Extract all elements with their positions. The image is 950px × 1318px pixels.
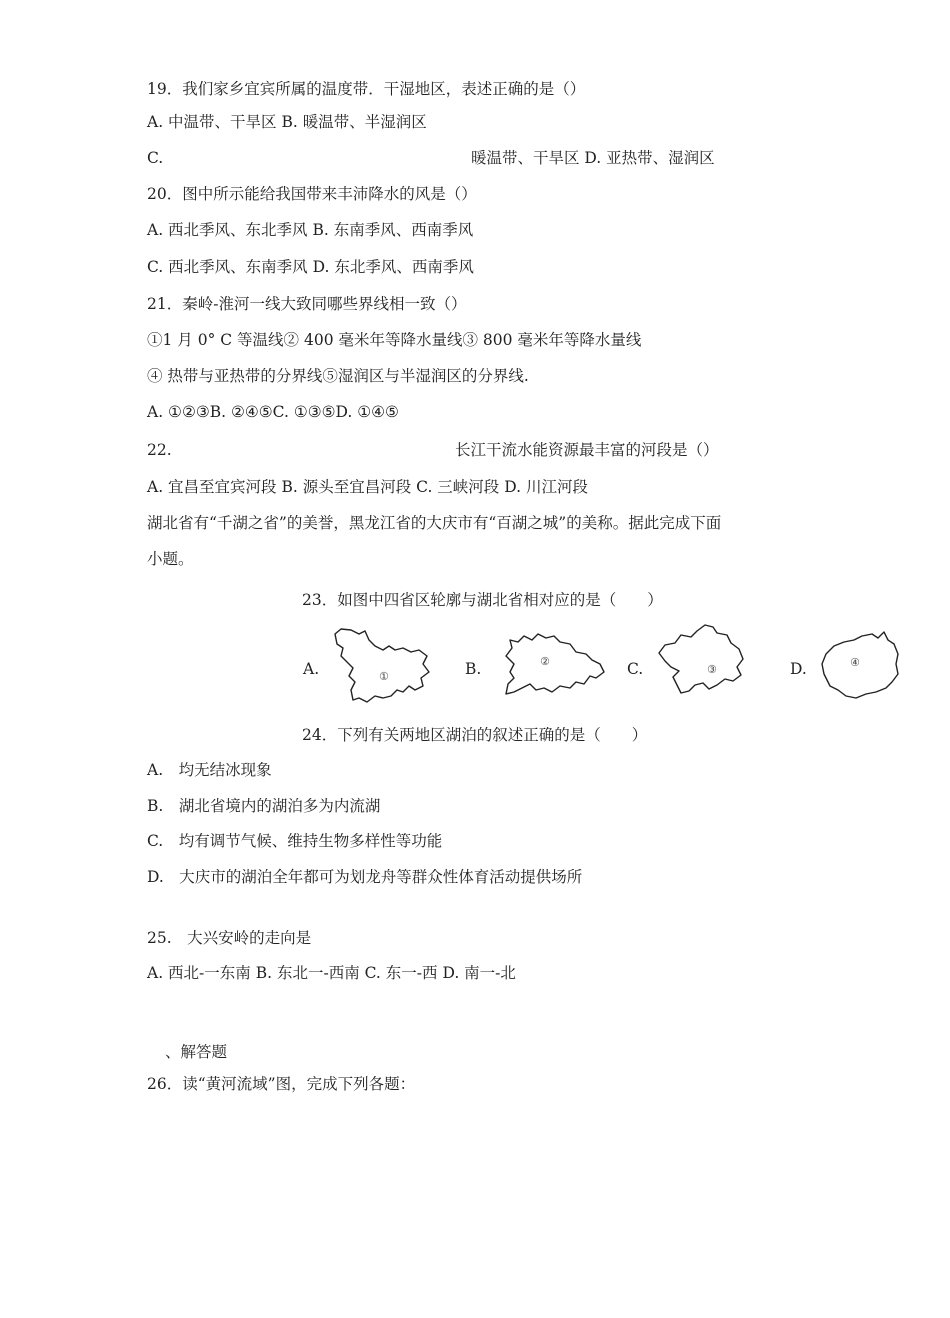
q20-stem: 20．图中所示能给我国带来丰沛降水的风是（）: [147, 185, 477, 203]
q23-mark-d: ④: [850, 656, 860, 669]
q23-option-d-label: D.: [790, 660, 807, 678]
q19-stem: 19．我们家乡宜宾所属的温度带．干湿地区，表述正确的是（）: [147, 80, 586, 98]
q21-item-line2: ④ 热带与亚热带的分界线⑤湿润区与半湿润区的分界线.: [147, 367, 529, 385]
q21-options: A. ①②③B. ②④⑤C. ①③⑤D. ①④⑤: [147, 403, 399, 421]
passage-line2: 小题。: [147, 550, 194, 568]
q23-stem: 23．如图中四省区轮廓与湖北省相对应的是（ ）: [302, 591, 663, 609]
q25-options: A. 西北-一东南 B. 东北一-西南 C. 东一-西 D. 南一-北: [147, 964, 516, 982]
q19-options-ab: A. 中温带、干旱区 B. 暖温带、半湿润区: [147, 113, 427, 131]
province-outline-b: [500, 630, 606, 698]
q22-number: 22.: [147, 441, 172, 459]
q21-stem: 21．秦岭-淮河一线大致同哪些界线相一致（）: [147, 295, 467, 313]
q22-options: A. 宜昌至宜宾河段 B. 源头至宜昌河段 C. 三峡河段 D. 川江河段: [147, 478, 588, 496]
q19-option-c-label: C.: [147, 149, 164, 167]
q23-option-c-label: C.: [627, 660, 644, 678]
q20-options-ab: A. 西北季风、东北季风 B. 东南季风、西南季风: [147, 221, 474, 239]
passage-line1: 湖北省有“千湖之省”的美誉，黑龙江省的大庆市有“百湖之城”的美称。据此完成下面: [147, 514, 722, 532]
q23-mark-a: ①: [379, 670, 389, 683]
q24-option-d: D. 大庆市的湖泊全年都可为划龙舟等群众性体育活动提供场所: [147, 868, 583, 886]
q23-option-a-label: A.: [303, 660, 320, 678]
q19-options-cd: 暖温带、干旱区 D. 亚热带、湿润区: [471, 149, 715, 167]
q24-stem: 24．下列有关两地区湖泊的叙述正确的是（ ）: [302, 726, 648, 744]
q24-option-a: A. 均无结冰现象: [147, 761, 272, 779]
q25-stem: 25. 大兴安岭的走向是: [147, 929, 312, 947]
q23-mark-b: ②: [540, 655, 550, 668]
q21-item-line1: ①1 月 0° C 等温线② 400 毫米年等降水量线③ 800 毫米年等降水量线: [147, 331, 642, 349]
province-outline-a: [331, 626, 431, 704]
province-outline-d: [818, 630, 902, 700]
q24-option-b: B. 湖北省境内的湖泊多为内流湖: [147, 797, 381, 815]
q22-stem: 长江干流水能资源最丰富的河段是（）: [455, 441, 719, 459]
province-outline-c: [655, 623, 747, 695]
section-title: 、解答题: [165, 1043, 228, 1061]
q23-option-b-label: B.: [465, 660, 482, 678]
q23-mark-c: ③: [707, 663, 717, 676]
q26-stem: 26．读“黄河流域”图，完成下列各题：: [147, 1075, 416, 1093]
q20-options-cd: C. 西北季风、东南季风 D. 东北季风、西南季风: [147, 258, 474, 276]
q24-option-c: C. 均有调节气候、维持生物多样性等功能: [147, 832, 443, 850]
